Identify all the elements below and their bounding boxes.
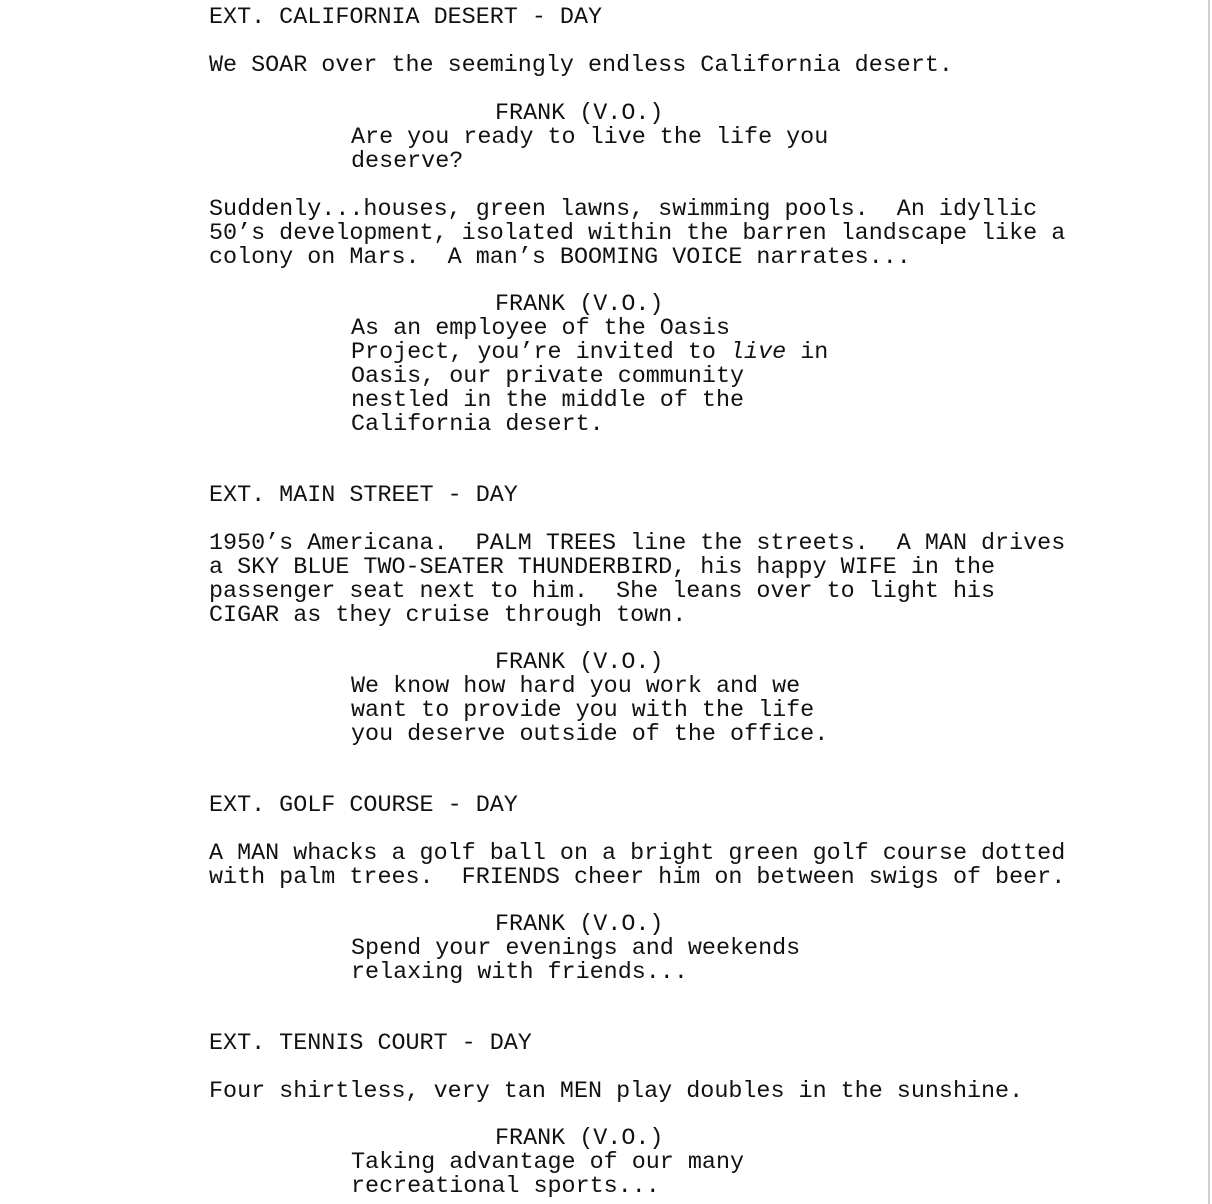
character-name: FRANK (V.O.) (495, 101, 664, 127)
character-name: FRANK (V.O.) (495, 912, 664, 938)
action-line: colony on Mars. A man’s BOOMING VOICE narrates... (209, 245, 911, 271)
dialogue-line: As an employee of the Oasis (351, 316, 730, 342)
character-name: FRANK (V.O.) (495, 1126, 664, 1152)
scene-heading: EXT. TENNIS COURT - DAY (209, 1031, 532, 1057)
dialogue-line: want to provide you with the life (351, 698, 815, 724)
action-block (209, 198, 1065, 270)
dialogue-block (351, 937, 800, 985)
dialogue-line: deserve? (351, 149, 464, 175)
dialogue-block (351, 675, 828, 747)
dialogue-line: California desert. (351, 412, 604, 438)
dialogue-line: relaxing with friends... (351, 960, 688, 986)
scene-heading: EXT. GOLF COURSE - DAY (209, 793, 518, 819)
action-line: A MAN whacks a golf ball on a bright green golf course dotted (209, 841, 1066, 867)
dialogue-line: you deserve outside of the office. (351, 722, 829, 748)
dialogue-line: Oasis, our private community (351, 364, 745, 390)
action-block (209, 54, 953, 78)
action-block (209, 842, 1065, 890)
action-block (209, 1080, 1023, 1104)
scene-heading: EXT. CALIFORNIA DESERT - DAY (209, 5, 603, 31)
dialogue-emphasis: live (730, 340, 787, 366)
dialogue-block (351, 1151, 744, 1199)
dialogue-line: Spend your evenings and weekends (351, 936, 801, 962)
action-line: CIGAR as they cruise through town. (209, 603, 687, 629)
dialogue-line (351, 341, 828, 365)
dialogue-line: recreational sports... (351, 1174, 660, 1200)
action-block (209, 532, 1065, 628)
action-line: Suddenly...houses, green lawns, swimming pools. An idyllic (209, 197, 1038, 223)
character-name: FRANK (V.O.) (495, 650, 664, 676)
action-line: a SKY BLUE TWO-SEATER THUNDERBIRD, his happy WIFE in the (209, 555, 996, 581)
dialogue-line: Taking advantage of our many (351, 1150, 745, 1176)
dialogue-line: nestled in the middle of the (351, 388, 745, 414)
dialogue-line: We know how hard you work and we (351, 674, 801, 700)
action-line: We SOAR over the seemingly endless California desert. (209, 53, 953, 79)
action-line: with palm trees. FRIENDS cheer him on between swigs of beer. (209, 865, 1066, 891)
action-line: Four shirtless, very tan MEN play doubles in the sunshine. (209, 1079, 1024, 1105)
action-line: passenger seat next to him. She leans over to light his (209, 579, 996, 605)
action-line: 1950’s Americana. PALM TREES line the streets. A MAN drives (209, 531, 1066, 557)
character-name: FRANK (V.O.) (495, 292, 664, 318)
dialogue-text: in (786, 340, 829, 366)
dialogue-block (351, 126, 828, 174)
dialogue-block (351, 317, 828, 437)
dialogue-text: Project, you’re invited to (351, 340, 730, 366)
action-line: 50’s development, isolated within the barren landscape like a (209, 221, 1066, 247)
dialogue-line: Are you ready to live the life you (351, 125, 829, 151)
scene-heading: EXT. MAIN STREET - DAY (209, 483, 518, 509)
